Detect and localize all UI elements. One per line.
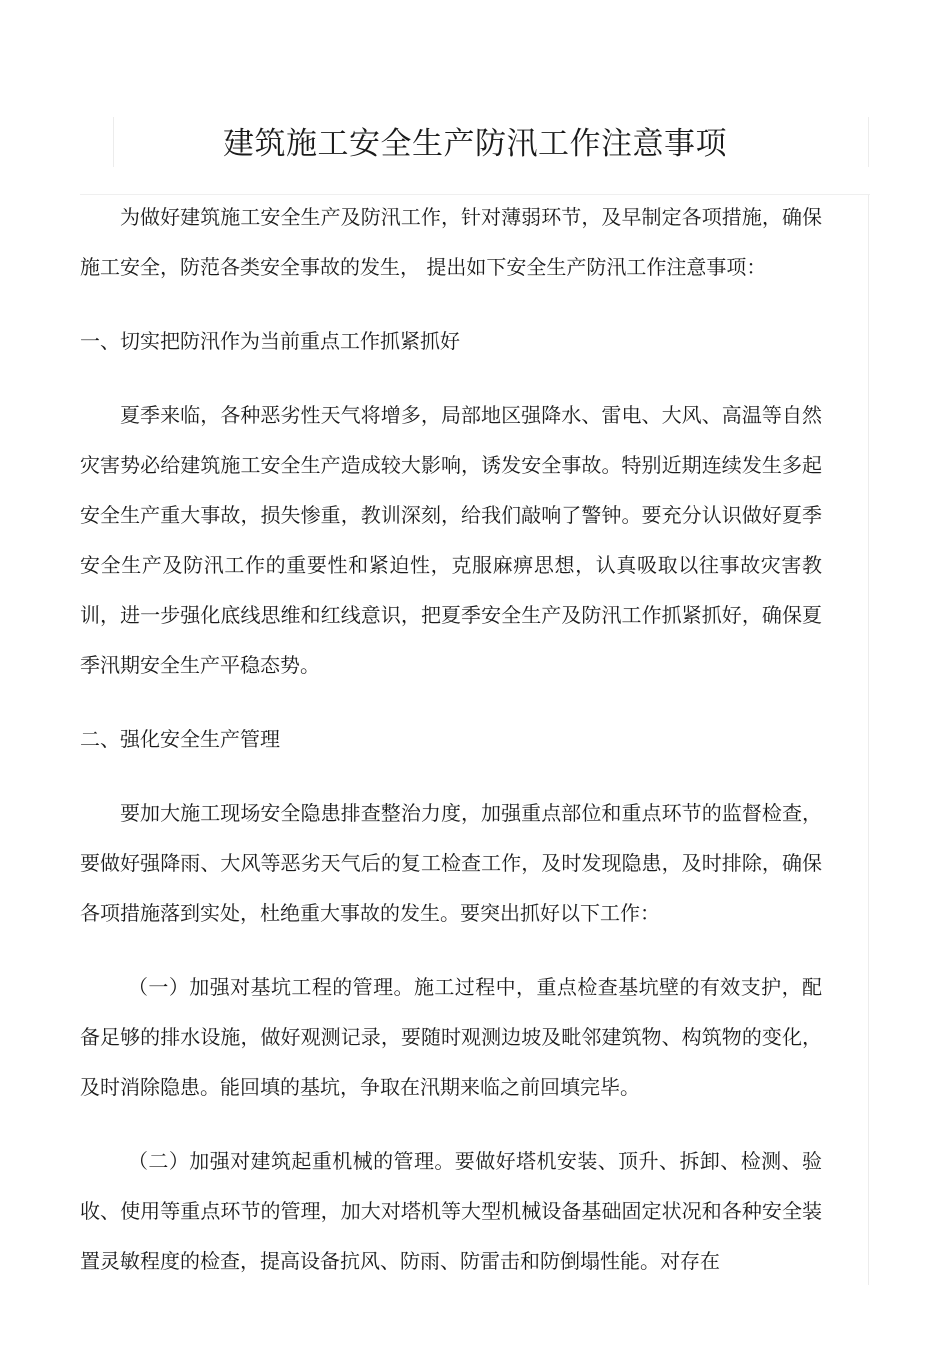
section-2-item-1: （一）加强对基坑工程的管理。施工过程中，重点检查基坑壁的有效支护，配备足够的排水设施，做好观测记录，要随时观测边坡及毗邻建筑物、构筑物的变化，及时消除隐患。能回填的基坑，争取在汛期来临之前回填完毕。	[80, 975, 822, 1099]
frame-line-right-margin	[868, 195, 869, 1285]
section-2-heading: 二、强化安全生产管理	[80, 727, 280, 751]
section-1-paragraph: 夏季来临，各种恶劣性天气将增多，局部地区强降水、雷电、大风、高温等自然灾害势必给建筑施工安全生产造成较大影响，诱发安全事故。特别近期连续发生多起安全生产重大事故，损失惨重，教训深刻，给我们敲响了警钟。要充分认识做好夏季安全生产及防汛工作的重要性和紧迫性，克服麻痹思想，认真吸取以往事故灾害教训，进一步强化底线思维和红线意识，把夏季安全生产及防汛工作抓紧抓好，确保夏季汛期安全生产平稳态势。	[80, 403, 822, 677]
section-2-paragraph: 要加大施工现场安全隐患排查整治力度，加强重点部位和重点环节的监督检查，要做好强降雨、大风等恶劣天气后的复工检查工作，及时发现隐患，及时排除，确保各项措施落到实处，杜绝重大事故的发生。要突出抓好以下工作：	[80, 801, 822, 925]
intro-paragraph: 为做好建筑施工安全生产及防汛工作，针对薄弱环节，及早制定各项措施，确保施工安全，防范各类安全事故的发生， 提出如下安全生产防汛工作注意事项：	[80, 205, 822, 279]
document-title: 建筑施工安全生产防汛工作注意事项	[223, 126, 727, 162]
section-1-heading: 一、切实把防汛作为当前重点工作抓紧抓好	[80, 329, 460, 353]
document-body	[80, 192, 822, 1310]
section-2-item-2: （二）加强对建筑起重机械的管理。要做好塔机安装、顶升、拆卸、检测、验收、使用等重点环节的管理，加大对塔机等大型机械设备基础固定状况和各种安全装置灵敏程度的检查，提高设备抗风、防雨、防雷击和防倒塌性能。对存在	[80, 1149, 822, 1273]
